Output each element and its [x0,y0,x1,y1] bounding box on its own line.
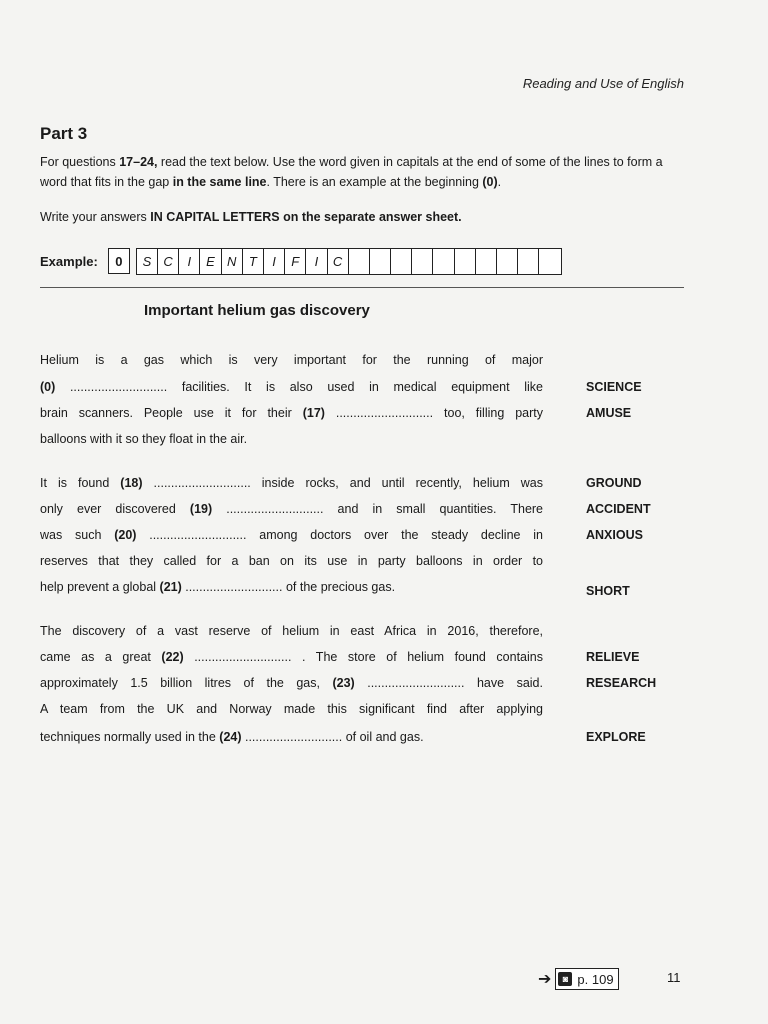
example-letter-cell [518,249,539,274]
text-fragment: only ever discovered [40,502,190,516]
answer-gap[interactable]: ............................ [241,730,343,744]
text-fragment: among doctors over the steady decline in [246,528,543,542]
arrow-right-icon: ➔ [538,971,552,988]
text-fragment: It is found [40,476,121,490]
text-fragment: A team from the UK and Norway made this significant find after applying [40,702,543,716]
example-letter-cell: F [285,249,306,274]
example-letter-cell [476,249,497,274]
answer-gap[interactable]: ............................ [183,650,292,664]
example-number-box: 0 [108,248,130,274]
text-fragment: came as a great [40,650,162,664]
text-fragment: balloons with it so they float in the air. [40,432,248,446]
text-fragment: of the precious gas. [282,580,396,594]
gap-number: (0) [40,380,56,394]
text-fragment: help prevent a global [40,580,160,594]
text-line [40,673,543,693]
text-fragment: of oil and gas. [342,730,424,744]
text-fragment: brain scanners. People use it for their [40,406,303,420]
text-fragment: Helium is a gas which is very important for the running of major [40,353,543,367]
answer-gap[interactable]: ............................ [354,676,465,690]
example-letter-cell [349,249,370,274]
keyword-science: SCIENCE [586,380,642,394]
gap-number: (21) [159,580,182,594]
text-line [40,727,543,747]
key-symbol-icon: ◙ [558,972,572,986]
answer-gap[interactable]: ............................ [142,476,251,490]
example-letter-cell: N [222,249,243,274]
keyword-explore: EXPLORE [586,730,646,744]
example-letter-cell [412,249,433,274]
text-line [40,647,543,667]
example-letter-cell: I [264,249,285,274]
keyword-research: RESEARCH [586,676,657,690]
example-letter-cell: S [137,249,158,274]
example-row [40,247,562,275]
gap-number: (18) [120,476,143,490]
divider [40,287,684,288]
example-answer-grid [136,248,562,275]
text-fragment: too, filling party [433,406,544,420]
example-letter-cell [455,249,476,274]
text-line [40,551,543,571]
example-letter-cell [539,249,560,274]
text-line [40,499,543,519]
keyword-accident: ACCIDENT [586,502,651,516]
keyword-ground: GROUND [586,476,642,490]
gap-number: (19) [189,502,213,516]
example-letter-cell [370,249,391,274]
text-line [40,699,543,719]
keyword-anxious: ANXIOUS [586,528,643,542]
example-letter-cell: C [158,249,179,274]
text-fragment: have said. [464,676,543,690]
text-fragment: and in small quantities. There [323,502,544,516]
text-fragment: facilities. It is also used in medical equipment like [167,380,543,394]
text-line [40,350,543,370]
text-fragment: was such [40,528,115,542]
answer-instructions: Write your answers IN CAPITAL LETTERS on the separate answer sheet. [40,210,462,224]
keyword-relieve: RELIEVE [586,650,640,664]
text-fragment: The discovery of a vast reserve of helium in east Africa in 2016, therefore, [40,624,543,638]
text-line [40,403,543,423]
text-fragment: techniques normally used in the [40,730,220,744]
text-line [40,577,543,597]
example-letter-cell: I [306,249,327,274]
answer-gap[interactable]: ............................ [212,502,324,516]
answer-gap[interactable]: ............................ [324,406,434,420]
text-line [40,525,543,545]
gap-number: (17) [302,406,325,420]
text-fragment: inside rocks, and until recently, helium was [250,476,543,490]
text-fragment: . The store of helium found contains [291,650,543,664]
example-letter-cell: I [179,249,200,274]
example-label: Example: [40,253,98,269]
text-line [40,429,543,449]
text-line [40,621,543,641]
gap-number: (22) [161,650,184,664]
text-fragment: reserves that they called for a ban on its use in party balloons in order to [40,554,543,568]
instructions-paragraph: For questions 17–24, read the text below. Use the word given in capitals at the end of some of the lines to form a word that fits in the gap in the same line. There is an example at the beginning (0). [40,155,663,189]
example-letter-cell [391,249,412,274]
example-letter-cell [497,249,518,274]
keyword-short: SHORT [586,584,630,598]
gap-number: (20) [114,528,137,542]
page-number: 11 [667,970,681,985]
text-title: Important helium gas discovery [144,302,370,319]
reference-box [555,968,618,990]
answer-gap[interactable]: ............................ [136,528,247,542]
text-fragment: approximately 1.5 billion litres of the gas, [40,676,333,690]
gap-number: (24) [219,730,242,744]
example-letter-cell: T [243,249,264,274]
example-letter-cell [433,249,454,274]
reference-page: p. 109 [577,971,614,987]
section-header: Reading and Use of English [522,76,684,91]
example-letter-cell: C [328,249,349,274]
text-line [40,473,543,493]
example-letter-cell: E [200,249,221,274]
footer-reference [538,967,619,991]
part-title: Part 3 [40,124,88,143]
text-line [40,377,543,397]
answer-gap[interactable]: ............................ [55,380,168,394]
answer-gap[interactable]: ............................ [181,580,283,594]
gap-number: (23) [332,676,355,690]
keyword-amuse: AMUSE [586,406,632,420]
